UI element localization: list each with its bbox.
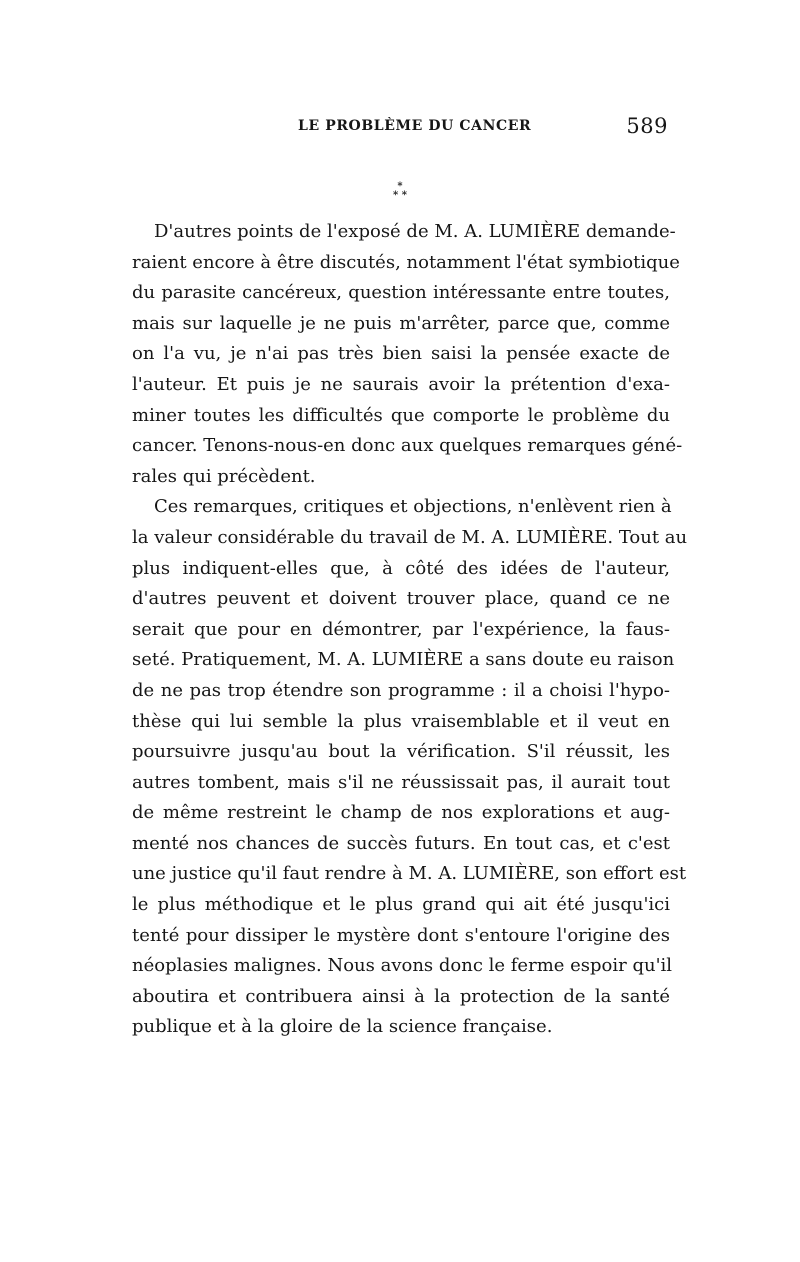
text-line: seté. Pratiquement, M. A. LUMIÈRE a sans doute eu raison	[132, 649, 675, 671]
section-separator	[383, 182, 417, 200]
text-line: D'autres points de l'exposé de M. A. LUMIÈRE demande-	[154, 221, 676, 242]
page-number: 589	[626, 114, 668, 138]
text-line: poursuivre jusqu'au bout la vérification. S'il réussit, les	[132, 741, 670, 763]
text-line: aboutira et contribuera ainsi à la protection de la santé	[132, 985, 670, 1007]
text-line: menté nos chances de succès futurs. En tout cas, et c'est	[132, 832, 670, 854]
text-line: raient encore à être discutés, notamment l'état symbiotique	[132, 251, 680, 273]
text-line: Ces remarques, critiques et objections, n'enlèvent rien à	[154, 496, 672, 518]
text-line: mais sur laquelle je ne puis m'arrêter, parce que, comme	[132, 312, 670, 334]
text-line: autres tombent, mais s'il ne réussissait pas, il aurait tout	[132, 771, 670, 793]
text-line: le plus méthodique et le plus grand qui ait été jusqu'ici	[132, 894, 670, 916]
running-title: LE PROBLÈME DU CANCER	[298, 118, 532, 134]
paragraph	[132, 217, 683, 492]
text-line: d'autres peuvent et doivent trouver place, quand ce ne	[132, 588, 670, 610]
text-line: on l'a vu, je n'ai pas très bien saisi la pensée exacte de	[132, 343, 670, 365]
text-line: miner toutes les difficultés que comporte le problème du	[132, 404, 670, 426]
text-line: serait que pour en démontrer, par l'expérience, la faus-	[132, 618, 670, 640]
body-text	[132, 217, 688, 1043]
text-line: la valeur considérable du travail de M. A. LUMIÈRE. Tout au	[132, 526, 688, 548]
text-line: rales qui précèdent.	[132, 465, 316, 487]
text-line: du parasite cancéreux, question intéressante entre toutes,	[132, 282, 670, 304]
text-line: thèse qui lui semble la plus vraisemblable et il veut en	[132, 710, 670, 732]
text-line: une justice qu'il faut rendre à M. A. LUMIÈRE, son effort est	[132, 863, 687, 885]
text-line: l'auteur. Et puis je ne saurais avoir la prétention d'exa-	[132, 373, 670, 395]
text-line: néoplasies malignes. Nous avons donc le ferme espoir qu'il	[132, 955, 673, 977]
asterism-top: *	[397, 181, 403, 192]
text-line: tenté pour dissiper le mystère dont s'entoure l'origine des	[132, 924, 670, 946]
text-line: publique et à la gloire de la science française.	[132, 1016, 553, 1038]
paragraph	[132, 492, 688, 1043]
text-line: de même restreint le champ de nos explorations et aug-	[132, 802, 670, 824]
paragraphs	[132, 217, 688, 1043]
text-line: de ne pas trop étendre son programme : il a choisi l'hypo-	[132, 679, 670, 701]
running-head	[130, 114, 670, 140]
text-line: plus indiquent-elles que, à côté des idées de l'auteur,	[132, 557, 670, 579]
asterism-bottom: * *	[393, 190, 407, 201]
text-line: cancer. Tenons-nous-en donc aux quelques remarques géné-	[132, 435, 683, 457]
